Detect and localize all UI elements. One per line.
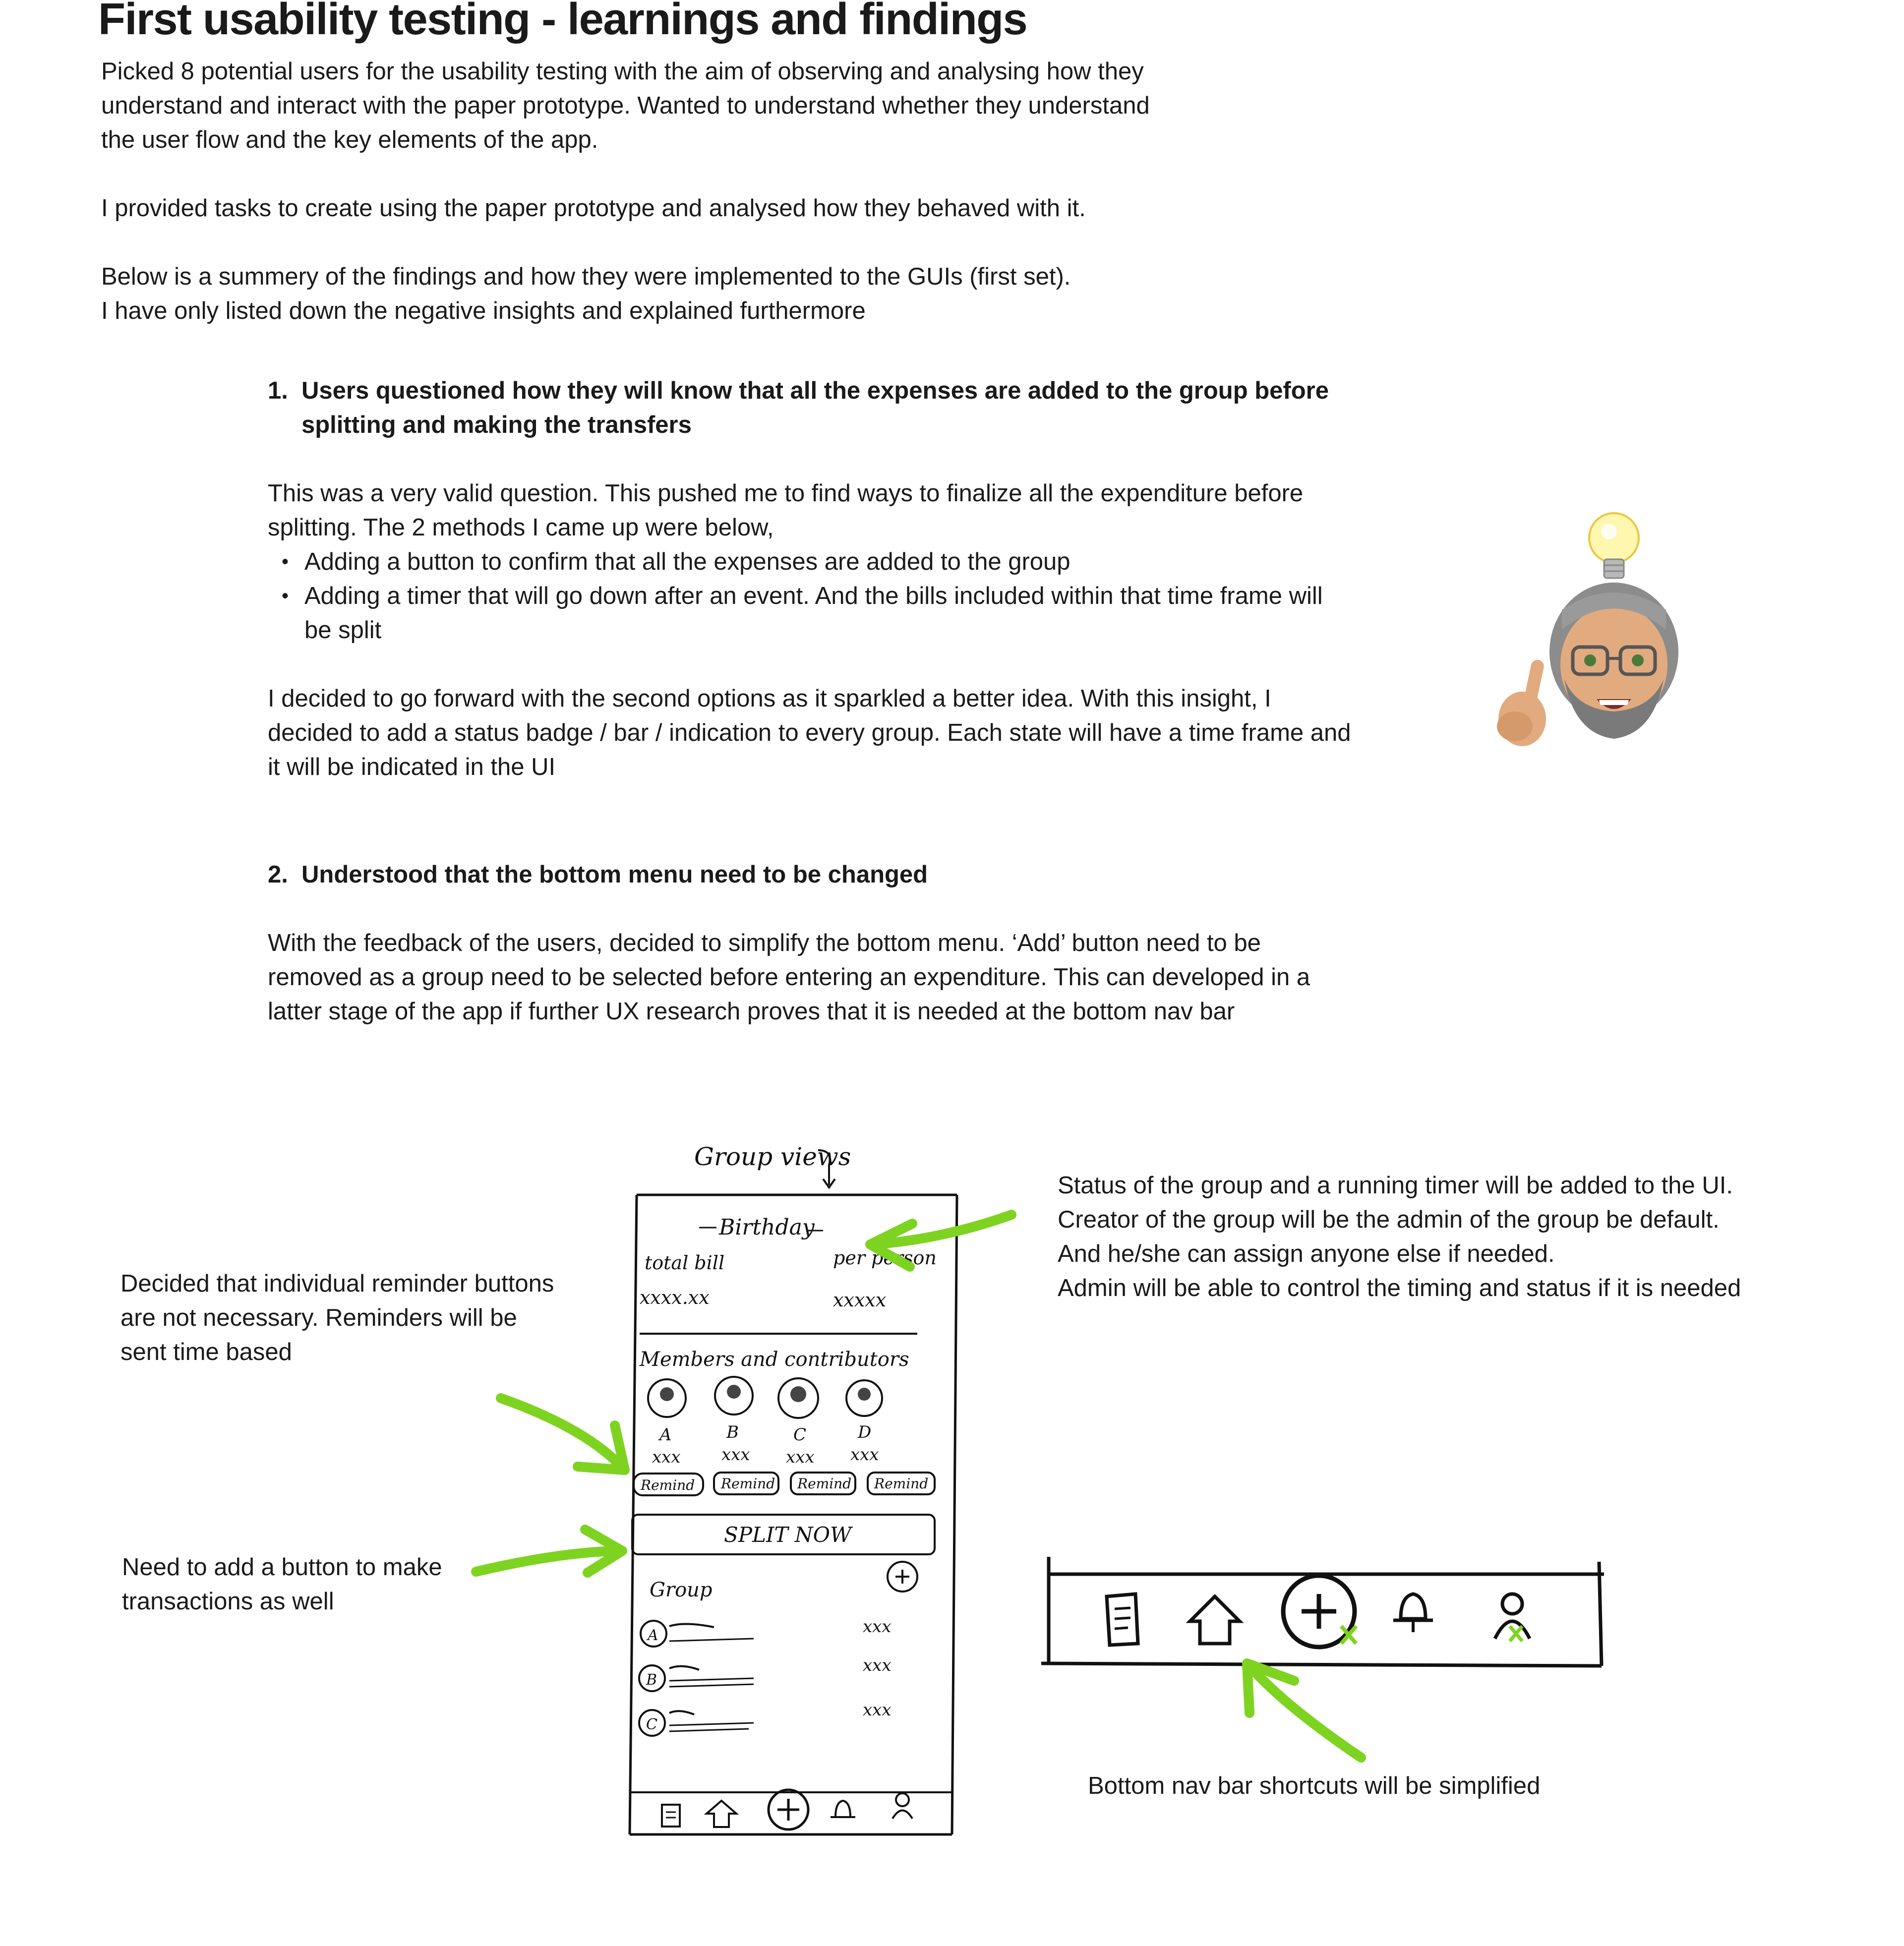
finding-2-paragraph: With the feedback of the users, decided to simplify the bottom menu. ‘Add’ button need to be removed as a group need to be selected before entering an expenditure. This can developed in a latter stage of the app if further UX research proves that it is needed at the bottom nav bar bbox=[268, 930, 1310, 1025]
arrow-navbar bbox=[1250, 1666, 1361, 1758]
svg-text:xxx: xxx bbox=[786, 1447, 815, 1467]
sketch-remind-buttons bbox=[634, 1473, 935, 1495]
annotation-status-line-1: Status of the group and a running timer will be added to the UI. bbox=[1058, 1172, 1733, 1199]
group-view-sketch bbox=[600, 1116, 977, 1849]
finding-1-number: 1. bbox=[268, 377, 288, 404]
sketch-group-row-a bbox=[641, 1617, 892, 1647]
bottom-nav-sketch bbox=[1036, 1547, 1621, 1676]
svg-text:xxx: xxx bbox=[721, 1445, 750, 1465]
finding-1-bullets bbox=[268, 545, 1329, 648]
svg-text:xxx: xxx bbox=[850, 1445, 879, 1465]
svg-text:B: B bbox=[726, 1422, 739, 1442]
intro-paragraph-2: I provided tasks to create using the paper prototype and analysed how they behaved with it. bbox=[101, 195, 1086, 222]
finding-1-bullet-1: • Adding a button to confirm that all the expenses are added to the group bbox=[268, 545, 1329, 579]
sketch-header bbox=[640, 1215, 937, 1334]
sketch-member-c bbox=[778, 1378, 818, 1467]
finding-1-paragraph: This was a very valid question. This pushed me to find ways to finalize all the expenditure before splitting. The 2 methods I came up were below, bbox=[268, 480, 1304, 541]
finding-1 bbox=[268, 374, 1359, 784]
svg-text:A: A bbox=[648, 1627, 658, 1644]
svg-text:Remind: Remind bbox=[874, 1475, 929, 1492]
document-icon bbox=[662, 1805, 680, 1827]
svg-text:xxx: xxx bbox=[863, 1655, 892, 1675]
intro-paragraph-3: Below is a summery of the findings and how they were implemented to the GUIs (first set). bbox=[101, 263, 1071, 290]
sketch-per-person-value: xxxxx bbox=[833, 1289, 887, 1311]
bell-icon bbox=[831, 1801, 855, 1817]
sketch-group-name: Birthday bbox=[719, 1215, 815, 1240]
nav-home-icon bbox=[1190, 1596, 1240, 1644]
profile-icon bbox=[892, 1793, 912, 1819]
finding-2-number: 2. bbox=[268, 861, 288, 888]
annotation-status-line-4: Admin will be able to control the timing and status if it is needed bbox=[1058, 1275, 1741, 1301]
svg-text:xxx: xxx bbox=[863, 1700, 892, 1720]
nav-profile-icon bbox=[1495, 1594, 1530, 1641]
sketch-caption: Group views bbox=[694, 1142, 851, 1171]
finding-1-heading-text: Users questioned how they will know that all the expenses are added to the group before splitting and making the transfers bbox=[301, 377, 1329, 438]
sketch-bottom-nav bbox=[662, 1790, 912, 1829]
page-title: First usability testing - learnings and findings bbox=[98, 0, 1027, 44]
home-icon bbox=[707, 1801, 736, 1827]
sketch-split-button bbox=[632, 1515, 935, 1554]
svg-text:C: C bbox=[646, 1716, 657, 1733]
sketch-group-heading: Group bbox=[650, 1579, 713, 1601]
add-icon bbox=[769, 1790, 808, 1829]
sketch-group-rows bbox=[639, 1617, 892, 1736]
svg-text:B: B bbox=[646, 1671, 657, 1689]
svg-text:D: D bbox=[858, 1422, 872, 1442]
intro-section bbox=[101, 55, 1242, 328]
nav-add-icon bbox=[1283, 1576, 1356, 1647]
annotation-reminders: Decided that individual reminder buttons are not necessary. Reminders will be sent time based bbox=[120, 1270, 554, 1365]
finding-2 bbox=[268, 858, 1359, 1029]
finding-2-heading-text: Understood that the bottom menu need to be changed bbox=[301, 861, 928, 888]
sketch-group-row-c bbox=[639, 1700, 892, 1736]
annotation-navbar: Bottom nav bar shortcuts will be simplified bbox=[1088, 1772, 1541, 1799]
intro-paragraph-4: I have only listed down the negative insights and explained furthermore bbox=[101, 297, 866, 324]
svg-text:xxx: xxx bbox=[863, 1617, 892, 1637]
svg-text:Remind: Remind bbox=[721, 1475, 775, 1492]
lightbulb-icon bbox=[1589, 513, 1639, 578]
finding-1-bullet-2: • Adding a timer that will go down after an event. And the bills included within that time frame will be split bbox=[268, 579, 1329, 648]
sketch-member-a bbox=[648, 1379, 686, 1467]
annotation-transactions: Need to add a button to make transactions as well bbox=[122, 1554, 442, 1615]
svg-text:C: C bbox=[793, 1425, 807, 1445]
sketch-per-person-label: per person bbox=[833, 1247, 937, 1269]
svg-text:Remind: Remind bbox=[797, 1475, 852, 1492]
finding-2-heading bbox=[268, 858, 1359, 892]
svg-text:A: A bbox=[659, 1425, 672, 1445]
memoji-idea-icon bbox=[1488, 501, 1706, 768]
annotation-status bbox=[1058, 1169, 1871, 1305]
sketch-member-b bbox=[715, 1377, 753, 1465]
sketch-group-row-b bbox=[639, 1655, 892, 1691]
annotation-status-line-2: Creator of the group will be the admin of the group be default. bbox=[1058, 1206, 1720, 1233]
finding-1-conclusion: I decided to go forward with the second options as it sparkled a better idea. With this insight, I decided to add a status badge / bar / indication to every group. Each state will have a time frame and it will be indicated in the UI bbox=[268, 685, 1351, 780]
svg-text:SPLIT NOW: SPLIT NOW bbox=[724, 1523, 852, 1547]
finding-1-heading bbox=[268, 374, 1382, 442]
sketch-members bbox=[648, 1377, 882, 1467]
nav-bell-icon bbox=[1393, 1594, 1433, 1632]
sketch-total-label: total bill bbox=[645, 1252, 725, 1274]
nav-document-icon bbox=[1107, 1594, 1138, 1645]
sketch-add-icon-small bbox=[888, 1562, 917, 1592]
annotation-status-line-3: And he/she can assign anyone else if needed. bbox=[1058, 1240, 1555, 1267]
sketch-member-d bbox=[846, 1380, 882, 1465]
sketch-members-heading: Members and contributors bbox=[640, 1348, 909, 1371]
svg-text:xxx: xxx bbox=[652, 1447, 681, 1467]
svg-text:Remind: Remind bbox=[641, 1477, 695, 1493]
intro-paragraph-1: Picked 8 potential users for the usability testing with the aim of observing and analysing how they understand and interact with the paper prototype. Wanted to understand whether they understand the user flow and the key elements of the app. bbox=[101, 58, 1150, 153]
sketch-total-value: xxxx.xx bbox=[640, 1287, 710, 1308]
